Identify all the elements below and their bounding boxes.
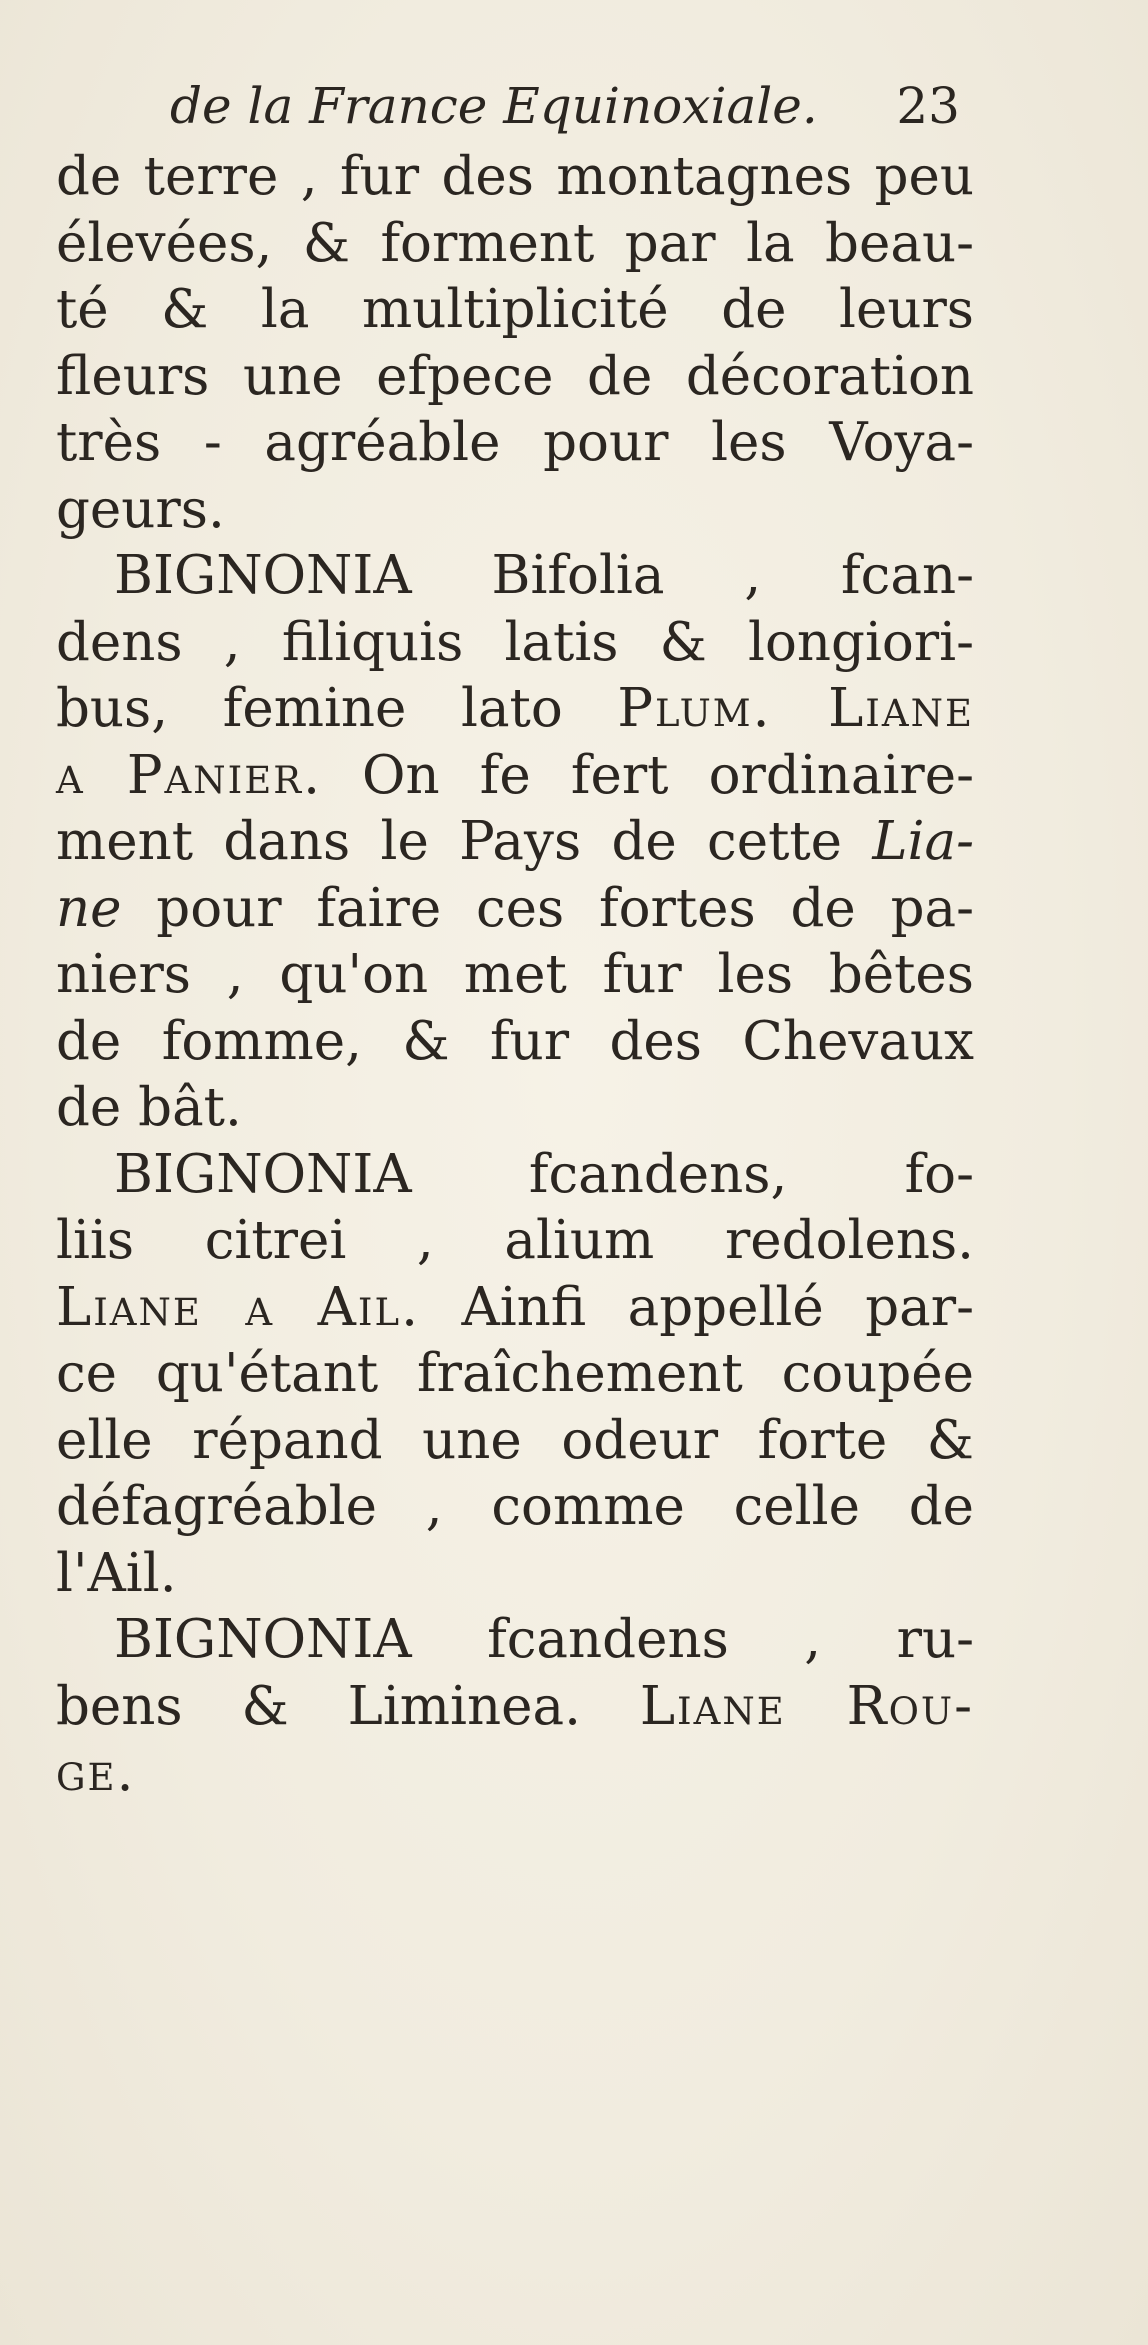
text-line: très - agréable pour les Voya-	[56, 412, 974, 473]
entry-bignonia-rubens	[56, 1607, 974, 1807]
text-line: de bât.	[56, 1077, 242, 1138]
entry-bignonia-bifolia	[56, 543, 974, 1142]
text-line: élevées, & forment par la beau-	[56, 212, 974, 274]
small-caps-run: Liane Rou-	[639, 1675, 974, 1737]
italic-run: ne	[56, 877, 122, 939]
text-line	[56, 1674, 974, 1741]
text-line: de terre , fur des montagnes peu	[56, 146, 974, 207]
text-line	[56, 876, 974, 943]
text-line: té & la multiplicité de leurs	[56, 279, 974, 340]
text-run: pour faire ces fortes de pa-	[121, 877, 974, 939]
text-line	[56, 1275, 974, 1342]
text-line: ce qu'étant fraîchement coupée	[56, 1343, 974, 1404]
text-line: fleurs une efpece de décoration	[56, 345, 974, 407]
text-line: BIGNONIA fcandens , ru-	[114, 1609, 974, 1670]
running-title: de la France Equinoxiale.	[170, 77, 818, 135]
text-line	[56, 1740, 974, 1807]
small-caps-run: a Panier.	[56, 744, 322, 806]
page-number: 23	[896, 77, 960, 135]
text-line: dens , filiquis latis & longiori-	[56, 611, 974, 673]
text-line: geurs.	[56, 478, 225, 540]
text-run: Ainfi appellé par-	[419, 1276, 975, 1338]
entry-bignonia-alium	[56, 1142, 974, 1608]
small-caps-run: ge.	[56, 1742, 136, 1803]
small-caps-run: Liane a Ail.	[56, 1276, 420, 1338]
text-run: bens & Liminea.	[56, 1675, 640, 1737]
text-line: niers , qu'on met fur les bêtes	[56, 944, 974, 1005]
running-header	[170, 66, 960, 146]
text-line	[56, 809, 974, 876]
text-line	[56, 743, 974, 810]
text-line: de fomme, & fur des Chevaux	[56, 1010, 974, 1072]
italic-run: Lia-	[872, 811, 974, 872]
intro-paragraph	[56, 144, 974, 543]
small-caps-run: Plum. Liane	[617, 678, 974, 739]
text-run: bus, femine lato	[56, 678, 618, 739]
text-line: l'Ail.	[56, 1542, 177, 1604]
text-run: ment dans le Pays de cette	[56, 811, 873, 872]
page-body	[56, 144, 974, 1807]
text-line: défagréable , comme celle de	[56, 1476, 974, 1537]
text-line: BIGNONIA fcandens, fo-	[114, 1143, 974, 1205]
text-line: liis citrei , alium redolens.	[56, 1210, 974, 1271]
text-line: BIGNONIA Bifolia , fcan-	[114, 545, 974, 606]
text-run: On fe fert ordinaire-	[321, 744, 975, 806]
text-line	[56, 676, 974, 743]
text-line: elle répand une odeur forte &	[56, 1409, 974, 1471]
